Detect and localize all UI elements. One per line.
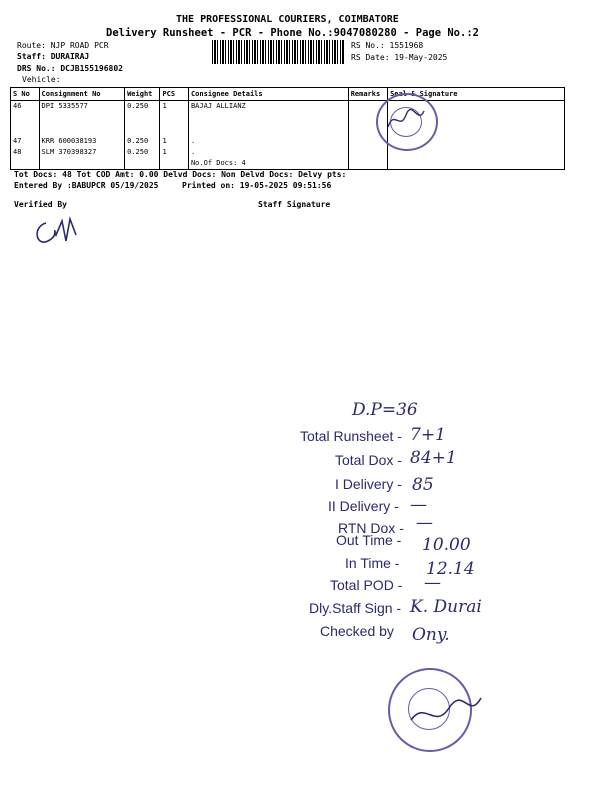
route: Route: NJP ROAD PCR [17,41,109,50]
table-spacer-row [11,112,565,136]
cell-weight: 0.250 [125,136,160,147]
cell-pcs: 1 [160,101,189,113]
no-of-docs: No.Of Docs: 4 [188,158,348,170]
summary-label-in-time: In Time - [345,555,400,571]
table-row [11,136,565,147]
table-header-row [11,88,565,101]
rs-date: RS Date: 19-May-2025 [351,53,448,62]
summary-label-staff-sign: Dly.Staff Sign - [309,600,402,616]
summary-label-out-time: Out Time - [336,532,402,548]
staff: Staff: DURAIRAJ [17,52,90,61]
summary-label-total-dox: Total Dox - [335,452,402,468]
col-seal-signature: Seal & Signature [388,88,565,101]
dp-note: D.P=36 [352,400,418,420]
summary-value-i-delivery: 85 [412,475,434,495]
cell-pcs: 1 [160,136,189,147]
rs-number: RS No.: 1551968 [351,41,424,50]
runsheet-table [10,87,565,170]
summary-value-out-time: 10.00 [422,535,471,555]
cell-sno: 48 [11,147,40,158]
drs-number: DRS No.: DCJB155196802 [17,64,123,73]
table-row [11,101,565,113]
cell-consignee: . [188,147,348,158]
cell-sno: 46 [11,101,40,113]
col-consignment-no: Consignment No [39,88,125,101]
vehicle: Vehicle: [22,75,61,84]
summary-value-ii-delivery: — [410,495,427,515]
cell-weight: 0.250 [125,147,160,158]
cell-consignee: BAJAJ ALLIANZ [188,101,348,113]
cell-weight: 0.250 [125,101,160,113]
verifier-signature [30,213,90,251]
totals-line: Tot Docs: 48 Tot COD Amt: 0.00 Delvd Docs: Non Delvd Docs: Delvy pts: [14,170,347,179]
cell-sno: 47 [11,136,40,147]
summary-label-rtn-dox: RTN Dox - [338,520,404,536]
table-docs-row [11,158,565,170]
signature-mark [384,105,434,135]
table-row [11,147,565,158]
summary-label-ii-delivery: II Delivery - [328,498,399,514]
col-pcs: PCS [160,88,189,101]
summary-label-i-delivery: I Delivery - [335,476,402,492]
col-sno: S No [11,88,40,101]
summary-value-rtn-dox: — [416,513,433,533]
summary-label-total-pod: Total POD - [330,577,403,593]
summary-value-in-time: 12.14 [426,559,475,579]
col-consignee: Consignee Details [188,88,348,101]
summary-value-checked-by: Ony. [412,625,450,645]
cell-cno: KRR 600038193 [39,136,125,147]
summary-label-checked-by: Checked by [320,623,394,639]
verified-by: Verified By [14,200,67,209]
summary-value-total-runsheet: 7+1 [410,425,446,445]
company-title: THE PROFESSIONAL COURIERS, COIMBATORE [176,14,399,25]
runsheet-subtitle: Delivery Runsheet - PCR - Phone No.:9047080280 - Page No.:2 [106,27,479,39]
entered-by: Entered By :BABUPCR 05/19/2025 [14,181,159,190]
cell-cno: DPI 5335577 [39,101,125,113]
cell-cno: SLM 370398327 [39,147,125,158]
summary-value-staff-sign: K. Durai [410,597,482,617]
cell-consignee: . [188,136,348,147]
barcode [212,40,344,64]
summary-label-total-runsheet: Total Runsheet - [300,428,402,444]
staff-signature: Staff Signature [258,200,331,209]
stamp-signature-icon [405,690,485,740]
summary-value-total-pod: — [424,573,441,593]
col-weight: Weight [125,88,160,101]
cell-pcs: 1 [160,147,189,158]
printed-on: Printed on: 19-05-2025 09:51:56 [182,181,332,190]
summary-value-total-dox: 84+1 [410,448,457,468]
col-remarks: Remarks [348,88,387,101]
